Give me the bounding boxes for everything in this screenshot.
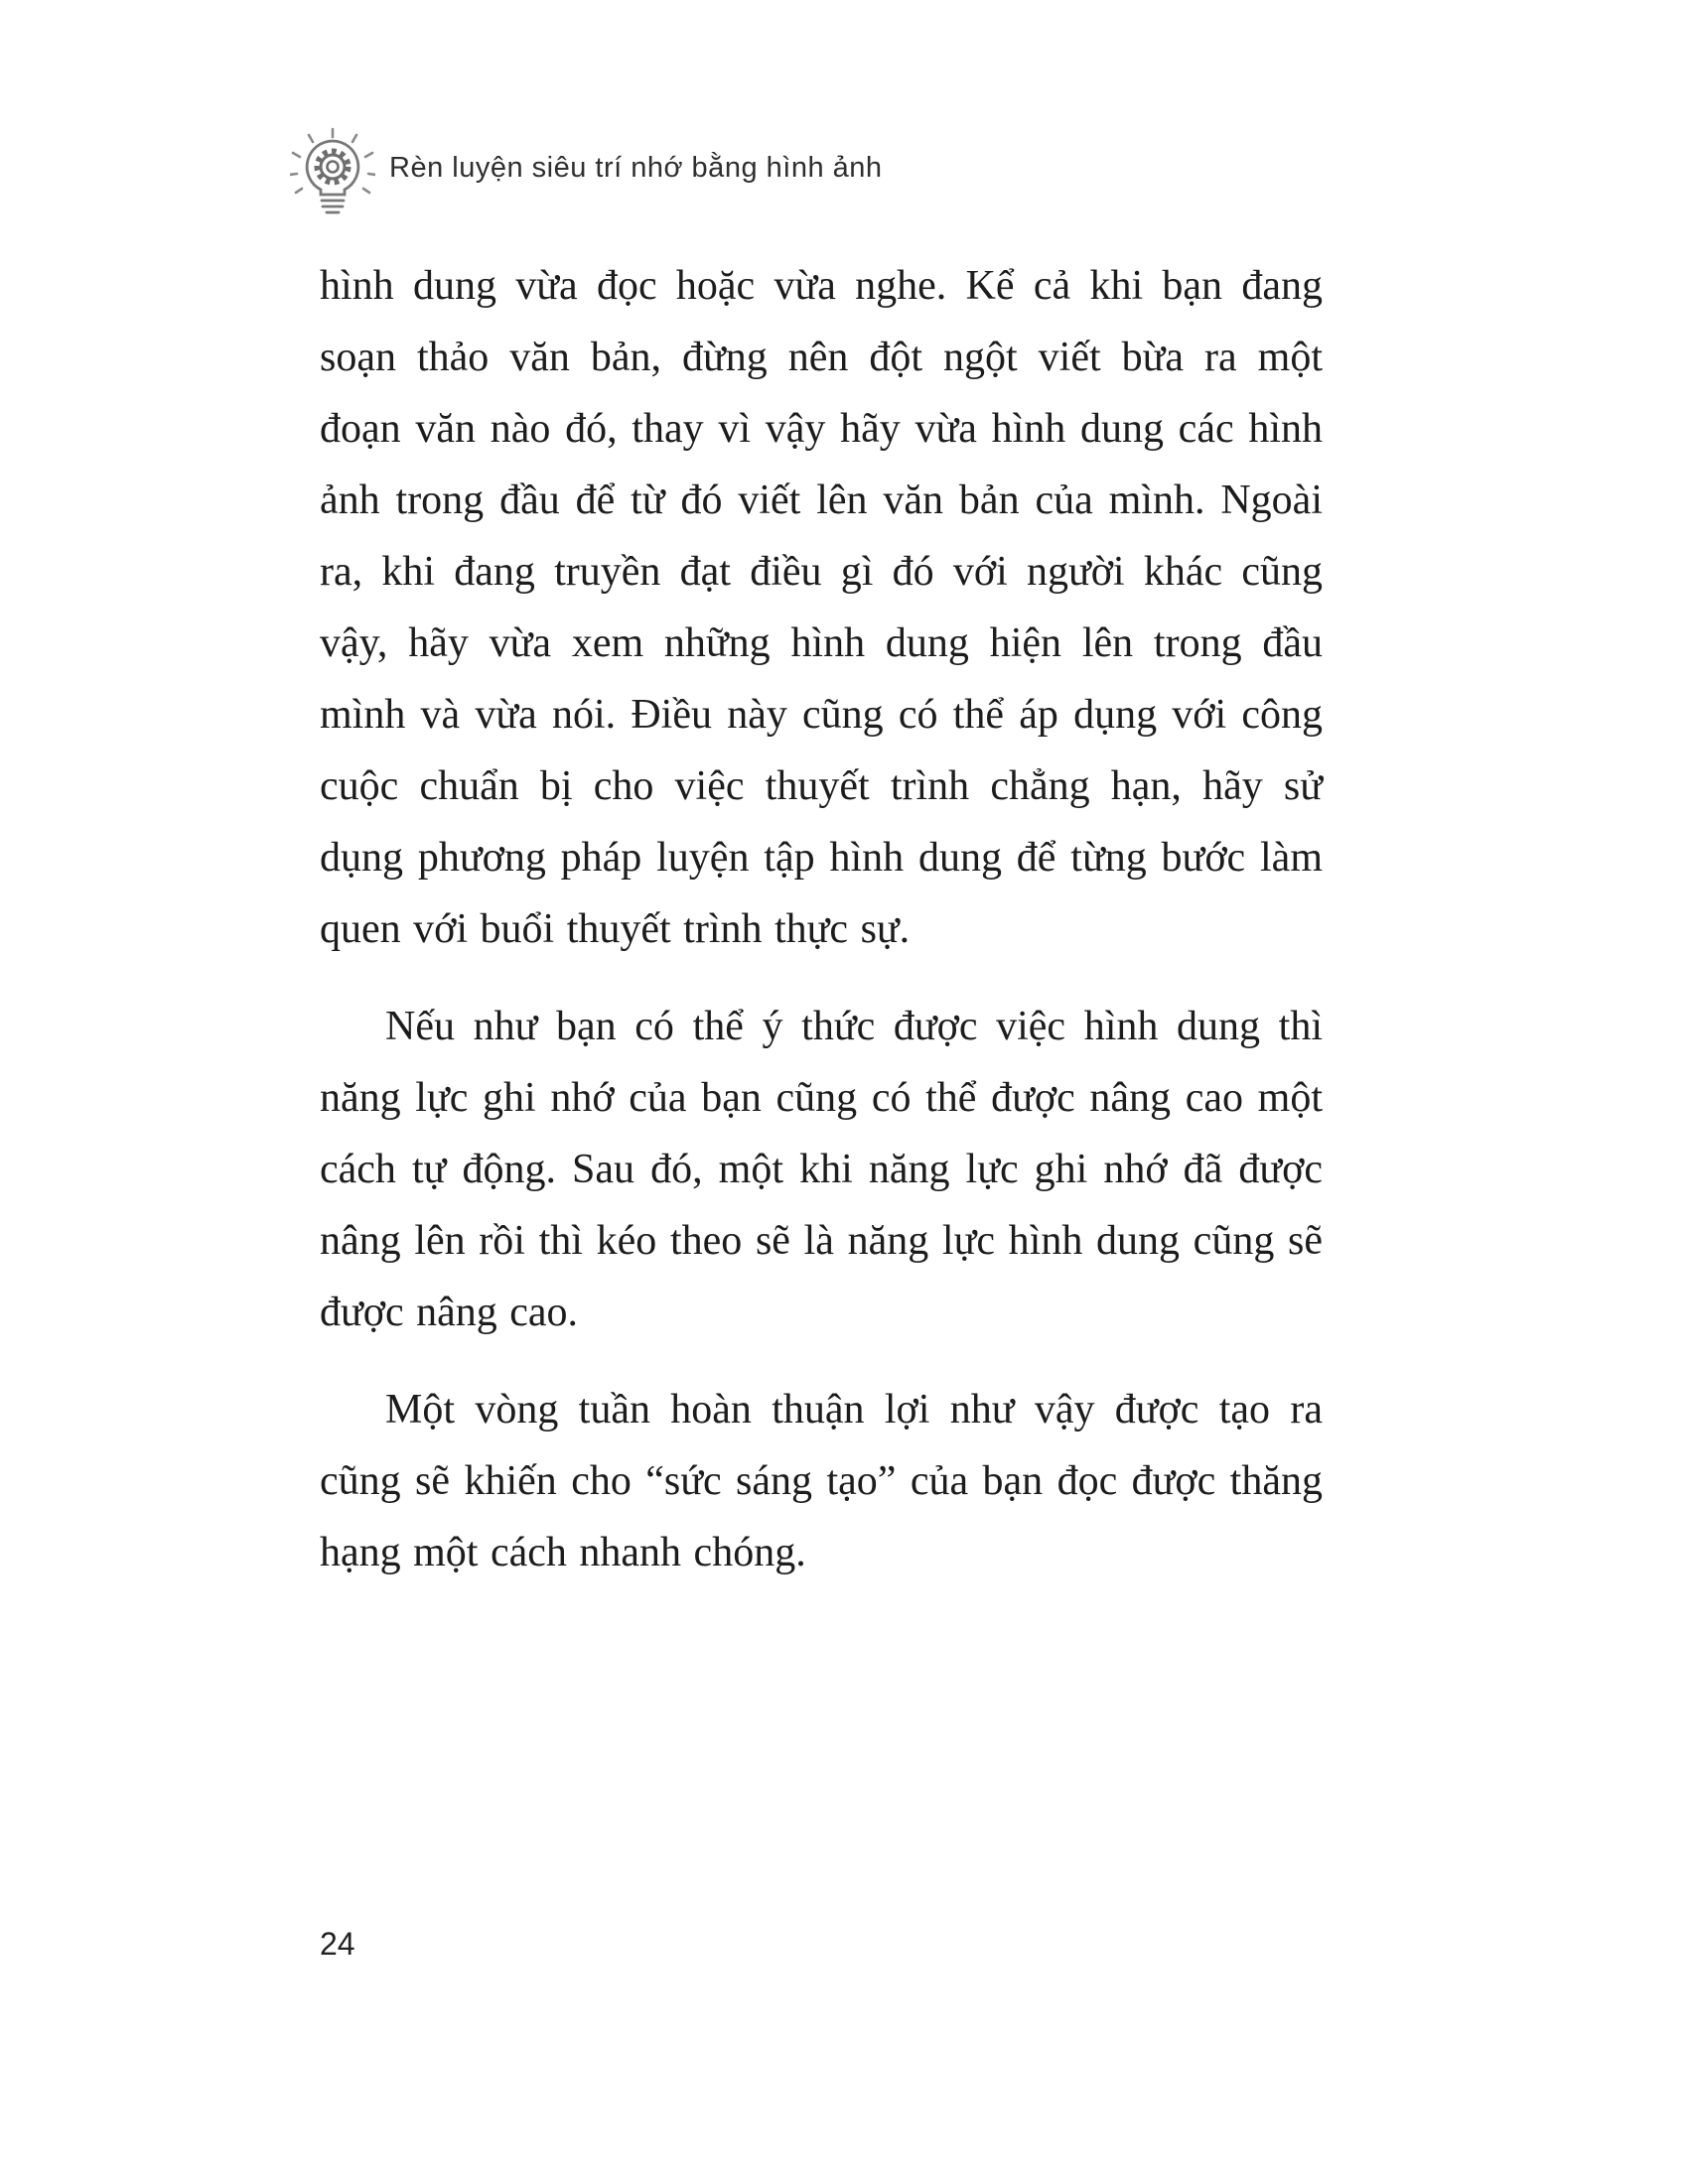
lightbulb-gear-icon: [290, 127, 375, 214]
page-header: [290, 127, 883, 214]
paragraph: Nếu như bạn có thể ý thức được việc hình dung thì năng lực ghi nhớ của bạn cũng có thể được nâng cao một cách tự động. Sau đó, một khi năng lực ghi nhớ đã được nâng lên rồi thì kéo theo sẽ là năng lực hình dung cũng sẽ được nâng cao.: [320, 1004, 1323, 1335]
page-content: [320, 250, 1323, 1614]
page-number: 24: [320, 1926, 355, 1962]
paragraph: hình dung vừa đọc hoặc vừa nghe. Kể cả khi bạn đang soạn thảo văn bản, đừng nên đột ngột viết bừa ra một đoạn văn nào đó, thay vì vậy hãy vừa hình dung các hình ảnh trong đầu để từ đó viết lên văn bản của mình. Ngoài ra, khi đang truyền đạt điều gì đó với người khác cũng vậy, hãy vừa xem những hình dung hiện lên trong đầu mình và vừa nói. Điều này cũng có thể áp dụng với công cuộc chuẩn bị cho việc thuyết trình chẳng hạn, hãy sử dụng phương pháp luyện tập hình dung để từng bước làm quen với buổi thuyết trình thực sự.: [320, 263, 1323, 952]
paragraph: Một vòng tuần hoàn thuận lợi như vậy được tạo ra cũng sẽ khiến cho “sức sáng tạo” của bạn đọc được thăng hạng một cách nhanh chóng.: [320, 1387, 1323, 1575]
book-title: Rèn luyện siêu trí nhớ bằng hình ảnh: [389, 151, 883, 184]
